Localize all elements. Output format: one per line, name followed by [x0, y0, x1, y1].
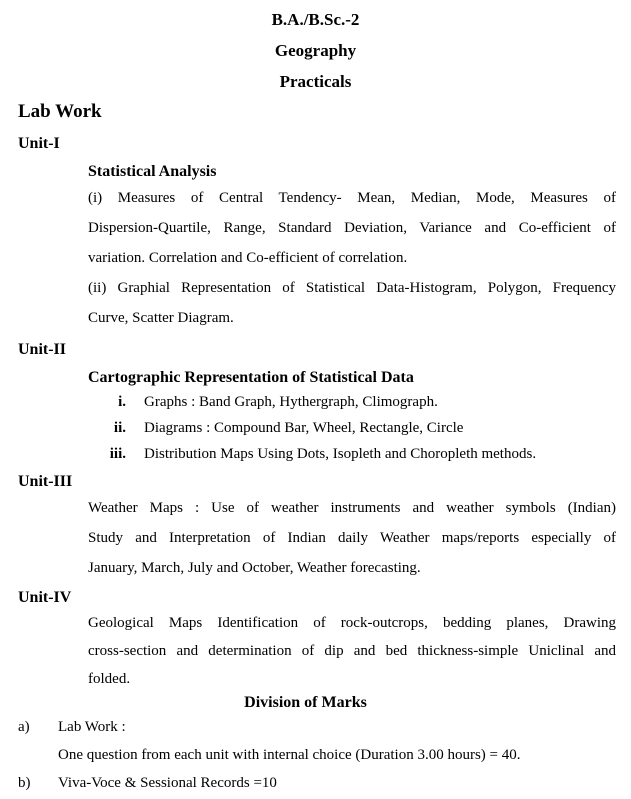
unit3-paragraph [88, 493, 616, 583]
list-item [88, 441, 616, 467]
course-title: B.A./B.Sc.-2 [271, 10, 360, 29]
subject-title: Geography [274, 41, 357, 60]
division-item-text: Lab Work : [58, 719, 126, 735]
list-item-number: ii. [113, 420, 126, 436]
unit1-paragraph [88, 183, 616, 333]
unit4-label: Unit-IV [18, 589, 72, 606]
unit1-title: Statistical Analysis [88, 163, 217, 180]
list-item-text: Distribution Maps Using Dots, Isopleth and Choropleth methods. [144, 446, 537, 462]
list-item-text: Graphs : Band Graph, Hythergraph, Climograph. [144, 394, 438, 410]
document-header [0, 0, 631, 97]
paragraph-line: Dispersion-Quartile, Range, Standard Deviation, Variance and Co-efficient of [88, 220, 616, 236]
list-item-number: i. [118, 394, 126, 410]
paragraph-line: (i) Measures of Central Tendency- Mean, Median, Mode, Measures of [88, 190, 616, 206]
list-item-number: iii. [109, 446, 126, 462]
division-item-label: b) [18, 775, 31, 791]
unit3-label: Unit-III [18, 473, 73, 490]
unit2-label: Unit-II [18, 341, 67, 358]
paragraph-line: Weather Maps : Use of weather instruments and weather symbols (Indian) [88, 500, 616, 516]
paragraph-line: cross-section and determination of dip and bed thickness-simple Uniclinal and [88, 643, 616, 659]
unit1-label: Unit-I [18, 135, 60, 152]
paragraph-line: folded. [88, 671, 131, 687]
paragraph-line: variation. Correlation and Co-efficient of correlation. [88, 250, 408, 266]
list-item-text: Diagrams : Compound Bar, Wheel, Rectangle, Circle [144, 420, 464, 436]
division-item-text: Viva-Voce & Sessional Records =10 [58, 775, 277, 791]
list-item [88, 389, 616, 415]
paragraph-line: Geological Maps Identification of rock-outcrops, bedding planes, Drawing [88, 615, 616, 631]
paragraph-line: Curve, Scatter Diagram. [88, 310, 234, 326]
lab-work-heading: Lab Work [18, 101, 102, 122]
division-item-a-detail: One question from each unit with internal choice (Duration 3.00 hours) = 40. [58, 747, 521, 763]
division-item-label: a) [18, 719, 30, 735]
paper-title: Practicals [279, 72, 352, 91]
division-of-marks-heading: Division of Marks [244, 694, 367, 711]
division-item-a [18, 713, 631, 741]
division-item-b [18, 769, 631, 797]
list-item [88, 415, 616, 441]
unit4-paragraph [88, 609, 616, 693]
unit2-title: Cartographic Representation of Statistical Data [88, 369, 414, 386]
paragraph-line: (ii) Graphial Representation of Statistical Data-Histogram, Polygon, Frequency [88, 280, 616, 296]
unit2-list [88, 389, 616, 467]
paragraph-line: Study and Interpretation of Indian daily Weather maps/reports especially of [88, 530, 616, 546]
paragraph-line: January, March, July and October, Weather forecasting. [88, 560, 421, 576]
